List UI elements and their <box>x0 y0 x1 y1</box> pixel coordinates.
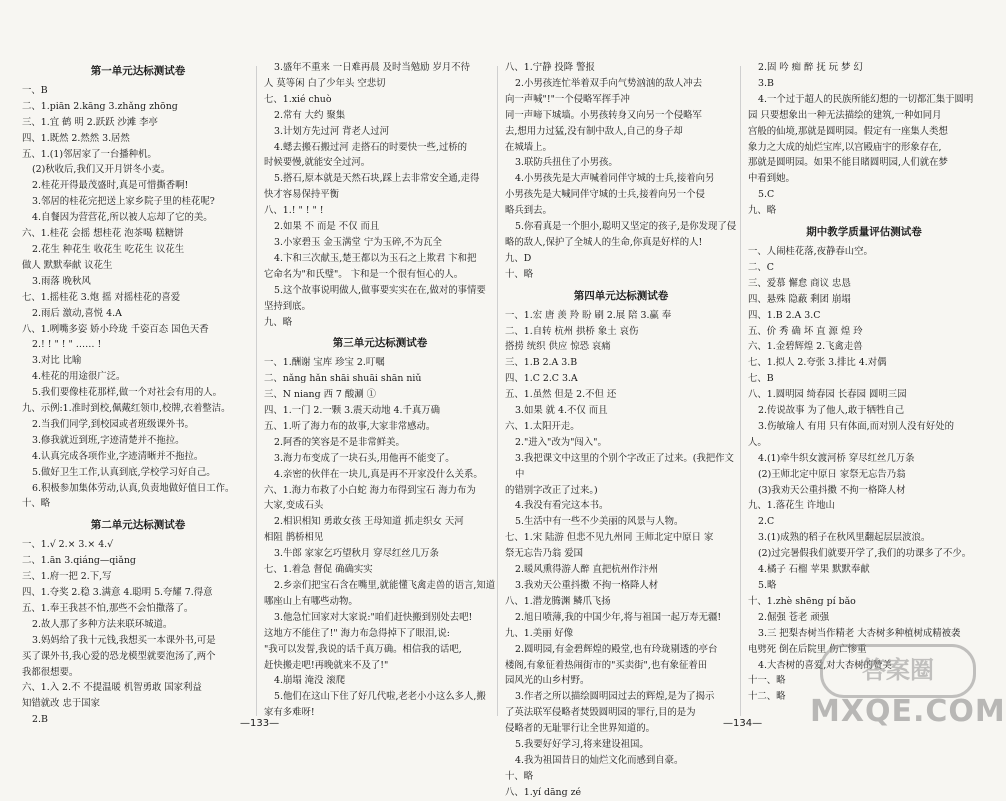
answer-line: 4.我没有看完这本书。 <box>515 500 609 512</box>
answer-line: 3.邻居的桂花完把送上家乡院子里的桂花呢? <box>32 196 215 208</box>
answer-line: 5.他们在这山下住了好几代啦,老老小小这么多人,搬 <box>274 691 486 703</box>
answer-list-unit3 <box>264 355 496 721</box>
answer-line: 五、1.听了海力布的故事,大家非常感动。 <box>264 420 436 432</box>
section-title-midterm: 期中教学质量评估测试卷 <box>806 226 922 239</box>
page-number-left: —133— <box>240 718 280 729</box>
answer-line: 宫般的仙境,那就是圆明园。假定有一座集人类想 <box>748 125 948 137</box>
answer-line: 3.盛年不重来 一日难再晨 及时当勉励 岁月不待 <box>274 62 471 73</box>
answer-list-unit2-cont <box>264 60 496 330</box>
answer-line: 做人 默默奉献 议花生 <box>22 259 113 271</box>
answer-line: 2.如果 不 而是 不仅 而且 <box>274 221 380 233</box>
answer-line: (2)王师北定中原日 家祭无忘告乃翁 <box>758 468 906 480</box>
answer-line: 3.他急忙回家对大家说:"咱们赶快搬到别处去吧! <box>274 611 473 623</box>
answer-line: 园 只要想象出一种无法描绘的建筑,一种如同月 <box>748 109 942 121</box>
answer-line: 3.我劝天公重抖擞 不拘一格降人材 <box>515 580 659 591</box>
answer-line: 二、nǎng hǎn shāi shuāi shān niǔ <box>264 373 422 385</box>
answer-line: 3.海力布变成了一块石头,用他再不能变了。 <box>274 452 455 464</box>
answer-line: 2.暖风熏得游人醉 直把杭州作汴州 <box>515 564 659 576</box>
answer-line: 九、示例:1.准时到校,佩戴红领巾,校牌,衣着整洁。 <box>22 403 231 415</box>
answer-line: 3.三 把梨杏树当作精老 大杏树多种植树成精被袭 <box>758 627 961 639</box>
answer-line: 五、1.(1)邻居家了一台播种机。 <box>22 148 157 160</box>
column-divider <box>256 66 257 716</box>
answer-line: 2.乡亲们把宝石含在嘴里,就能懂飞禽走兽的语言,知道 <box>274 580 496 591</box>
answer-line: 四、1.C 2.C 3.A <box>505 373 578 385</box>
answer-line: 十、1.zhè shēng pí bǎo <box>748 595 856 607</box>
answer-line: 侵略者的无耻罪行让全世界知道的。 <box>505 723 656 735</box>
answer-line: 2.花生 种花生 收花生 吃花生 议花生 <box>32 243 185 255</box>
answer-line: 3.B <box>758 77 774 89</box>
answer-line: 三、1.宜 鹤 明 2.跃跃 沙滩 李亭 <box>22 116 158 128</box>
answer-line: 园风光的山乡村野。 <box>505 675 590 687</box>
answer-line: 坚持到底。 <box>264 300 311 312</box>
watermark-site: MXQE.COM <box>810 694 1006 729</box>
answer-line: 二、C <box>748 261 774 273</box>
answer-line: 2.相识相知 勇敢女孩 王母知道 抓走织女 天河 <box>274 516 464 528</box>
answer-line: 楼阁,有象征着热闹街市的"买卖街",也有象征着田 <box>505 659 708 671</box>
answer-line: 象力之大成的灿烂宝库,以宫殿庙宇的形象存在, <box>748 141 942 153</box>
answer-line: 大家,变成石头 <box>264 500 324 512</box>
answer-line: 3.(1)成熟的稻子在秋风里翻起层层波浪。 <box>758 532 931 544</box>
answer-line: 赶快搬走吧!再晚就来不及了!" <box>264 659 389 671</box>
answer-line: 2.旭日喷薄,我的中国少年,将与祖国一起万寿无疆! <box>515 611 722 623</box>
answer-line: 4.认真完成各项作业,字迹清晰并不拖拉。 <box>32 450 204 462</box>
answer-line: 九、略 <box>264 316 293 328</box>
answer-line: 5.你看真是一个胆小,聪明又坚定的孩子,是你发现了侵 <box>515 221 737 233</box>
answer-line: 九、1.落花生 许地山 <box>748 500 835 512</box>
answer-line: 一、B <box>22 84 48 96</box>
answer-line: 家有多难呀! <box>264 707 315 719</box>
answer-line: 3.如果 就 4.不仅 而且 <box>515 405 608 417</box>
answer-line: 4.自餐因为营营花,所以被人忘却了它的美。 <box>32 212 213 224</box>
answer-line: 2.B <box>32 714 48 726</box>
answer-line: 3.我把课文中这里的个别个字改正了过来。(我把作文中 <box>515 452 734 480</box>
answer-line: 三、1.B 2.A 3.B <box>505 357 578 369</box>
answer-list-midterm <box>748 244 980 705</box>
answer-line: 十、略 <box>505 268 534 280</box>
answer-line: 5.这个故事说明做人,做事要实实在在,做对的事情要 <box>274 284 486 296</box>
answer-line: 十、略 <box>505 770 534 782</box>
answer-line: 八、1.! " ! " ! <box>264 205 324 217</box>
answer-line: 八、1.潜龙腾渊 鳞爪飞扬 <box>505 595 611 607</box>
answer-line: 2.常有 大约 聚集 <box>274 109 346 121</box>
answer-column-3 <box>505 60 737 798</box>
answer-line: 4.小男孩先是大声喊着同伴守城的士兵,接着向另 <box>515 173 715 185</box>
answer-line: 二、1.自转 杭州 拱桥 象土 哀伤 <box>505 325 639 337</box>
answer-line: 十一、略 <box>748 675 786 687</box>
answer-line: 4.(1)牵牛织女渡河桥 穿尽红丝几万条 <box>758 452 915 464</box>
watermark-badge: 答案圈 <box>820 644 976 698</box>
answer-line: 八、1.圆明园 绮春园 长春园 圆明三园 <box>748 389 907 401</box>
answer-line: 5.略 <box>758 580 777 591</box>
answer-line: 三、爱慕 懈怠 商议 忠恳 <box>748 277 851 289</box>
answer-line: 二、1.ān 3.qiáng—qiǎng <box>22 555 136 567</box>
answer-line: 十、略 <box>22 498 51 510</box>
answer-line: 4.卞和三次献玉,楚王都以为玉石之上欺君 卞和把 <box>274 252 477 264</box>
answer-line: 2.桂花开得最茂盛时,真是可惜撕香啊! <box>32 180 189 192</box>
answer-line: 2.阿香的笑容是不是非常鲜美。 <box>274 436 405 448</box>
answer-line: 4.一个过于超人的民族所能幻想的一切都汇集于圆明 <box>758 93 974 105</box>
answer-line: 十二、略 <box>748 691 786 703</box>
answer-line: 3.作者之所以描绘圆明园过去的辉煌,是为了揭示 <box>515 691 715 703</box>
answer-line: 四、1.既然 2.然然 3.居然 <box>22 132 130 144</box>
answer-line: 五、1.虽然 但是 2.不但 还 <box>505 389 617 401</box>
answer-line: 四、1.一门 2.一颗 3.震天动地 4.千真万确 <box>264 405 440 417</box>
answer-line: 祭无忘告乃翁 爱国 <box>505 548 583 560</box>
answer-line: 了英法联军侵略者焚毁圆明园的罪行,目的是为 <box>505 707 696 719</box>
answer-line: 2.! ! " ! " …… ! <box>32 339 102 351</box>
column-divider <box>740 66 741 716</box>
answer-line: 八、1.宁静 投降 警报 <box>505 62 595 73</box>
answer-line: 一、1.宏 唐 羡 羚 盼 刷 2.展 陪 3.赢 奉 <box>505 309 672 321</box>
answer-line: 五、1.奉王我甚不怕,那些不会怕撒落了。 <box>22 602 194 614</box>
answer-line: 三、1.府一把 2.下,写 <box>22 571 112 583</box>
answer-line: 四、1.夺奖 2.稳 3.满意 4.聪明 5.夸耀 7.得意 <box>22 587 213 598</box>
answer-line: 中看到她。 <box>748 173 795 185</box>
answer-line: 3.修我就近到班,字迹清楚并不拖拉。 <box>32 434 185 446</box>
answer-line: 九、D <box>505 252 532 264</box>
answer-line: 时候要慢,就能安全过河。 <box>264 157 371 169</box>
answer-line: 七、B <box>748 373 774 385</box>
answer-line: 5.搭石,原本就是天然石块,踩上去非常安全通,走得 <box>274 173 480 185</box>
section-title-unit4: 第四单元达标测试卷 <box>573 289 669 302</box>
answer-line: 3.对比 比喻 <box>32 355 82 367</box>
answer-line: 七、1.摇桂花 3.炮 摇 对摇桂花的喜爱 <box>22 291 181 303</box>
answer-line: 4.大杏树的喜爱,对大杏树的赞美 <box>758 659 892 671</box>
answer-line: 四、悬殊 隐蔽 剩团 崩塌 <box>748 293 851 305</box>
answer-line: 八、1.咧嘴多姿 娇小玲珑 千姿百态 国色天香 <box>22 323 209 335</box>
answer-line: 那就是圆明园。如果不能目睹圆明园,人们就在梦 <box>748 157 948 169</box>
answer-column-2 <box>264 60 496 720</box>
answer-line: 4.崩塌 淹没 滚爬 <box>274 675 346 687</box>
answer-line: 2."进入"改为"闯入"。 <box>515 436 607 448</box>
answer-line: 2.小男孩连忙举着双手向气势汹汹的敌人冲去 <box>515 77 703 89</box>
section-title-unit1: 第一单元达标测试卷 <box>90 65 186 77</box>
answer-line: 六、1.金碧辉煌 2.飞禽走兽 <box>748 341 863 353</box>
section-title-unit2: 第二单元达标测试卷 <box>90 519 186 532</box>
answer-line: 它命名为"和氏璧"。 卞和是一个很有恒心的人。 <box>264 268 464 280</box>
answer-list-unit2 <box>22 537 254 728</box>
answer-line: 九、略 <box>748 205 777 217</box>
answer-line: 2.固 吟 痴 醉 抚 玩 梦 幻 <box>758 62 863 73</box>
answer-line: 3.联防兵扭住了小男孩。 <box>515 157 618 169</box>
answer-line: 3.伤敏瑜人 有用 只有体面,而对别人没有好处的 <box>758 420 955 432</box>
answer-line: 相阻 鹊桥相见 <box>264 532 324 544</box>
answer-line: 2.雨后 激动,喜悦 4.A <box>32 307 122 319</box>
answer-line: "我可以发誓,我说的话千真万确。相信我的话吧, <box>264 643 462 655</box>
answer-line: 略兵到去。 <box>505 205 552 217</box>
answer-line: 六、1.太阳开走。 <box>505 420 580 432</box>
answer-line: 一、1.酬谢 宝库 珍宝 2.叮嘱 <box>264 357 385 369</box>
answer-line: 人 莫等闲 白了少年头 空悲切 <box>264 77 386 89</box>
answer-line: 搭捞 统织 供应 惊恐 哀痛 <box>505 341 611 353</box>
answer-line: 电劈死 倒在后院里 伤亡惨重 <box>748 643 867 655</box>
answer-line: 三、N niang 西 7 酸涮 ① <box>264 389 376 401</box>
answer-line: 3.计划方先过河 背老人过河 <box>274 125 390 137</box>
answer-list-unit3-cont <box>505 60 737 283</box>
answer-line: 哪座山上有哪些动物。 <box>264 595 358 607</box>
answer-line: 六、1.桂花 会摇 想桂花 泡茶喝 糕糖饼 <box>22 228 184 240</box>
answer-line: 2.当我们同学,到校园或者班级课外书。 <box>32 418 194 430</box>
answer-line: 5.生活中有一些不少美丽的风景与人物。 <box>515 516 684 528</box>
answer-line: 七、1.宋 陆游 但悲不见九州同 王师北定中原日 家 <box>505 532 714 544</box>
answer-line: 4.橘子 石榴 苹果 默默奉献 <box>758 564 870 576</box>
answer-line: 2.传说故事 为了他人,敢于牺牲自己 <box>758 405 905 417</box>
answer-line: 知错就改 忠于国家 <box>22 698 100 710</box>
answer-line: 3.小家碧玉 金玉满堂 宁为玉碎,不为瓦全 <box>274 236 442 248</box>
answer-line: (3)我劝天公重抖擞 不拘一格降人材 <box>758 484 906 496</box>
page-number-right: —134— <box>723 718 763 729</box>
answer-line: 七、1.着急 督促 确确实实 <box>264 564 373 576</box>
watermark-logo <box>800 640 1006 732</box>
answer-line: 2.圆明园,有金碧辉煌的殿堂,也有玲珑剔透的亭台 <box>515 643 718 655</box>
answer-list-unit1 <box>22 83 254 512</box>
answer-line: 六、1.入 2.不 不提温暖 机智勇敢 国家利益 <box>22 682 202 694</box>
answer-line: 七、1.拟人 2.夸张 3.排比 4.对偶 <box>748 357 887 369</box>
answer-line: 小男孩先是大喊同伴守城的士兵,接着向另一个侵 <box>505 189 705 201</box>
answer-line: 2.C <box>758 516 775 528</box>
answer-line: 六、1.海力布救了小白蛇 海力布得到宝石 海力布为 <box>264 484 476 496</box>
answer-line: (2)过完暑假我们就要开学了,我们的功课多了不少。 <box>758 548 972 560</box>
answer-line: 八、1.yí dāng zé <box>505 786 582 798</box>
answer-line: 一、1.√ 2.× 3.× 4.√ <box>22 539 114 551</box>
answer-line: 3.雨落 晚秋风 <box>32 275 91 287</box>
answer-line: 2.故人那了多种方法来联环城道。 <box>32 618 173 630</box>
answer-line: 九、1.美丽 好像 <box>505 627 574 639</box>
answer-line: 这地方不能住了!" 海力布急得掉下了眼泪,说: <box>264 627 450 639</box>
answer-line: 一、人闹桂花落,夜静春山空。 <box>748 245 873 257</box>
answer-line: 2.倔强 苍老 顽强 <box>758 611 830 623</box>
section-title-unit3: 第三单元达标测试卷 <box>332 337 428 350</box>
answer-line: 4.我为祖国昔日的灿烂文化而感到自豪。 <box>515 754 684 766</box>
answer-line: 去,想用力过猛,没有制中敌人,自己的身子却 <box>505 125 683 137</box>
answer-line: 3.牛郎 家家乞巧望秋月 穿尽红丝几万条 <box>274 548 439 560</box>
answer-line: 二、1.piān 2.kāng 3.zhǎng zhōng <box>22 100 178 112</box>
answer-line: (2)秋收后,我们又开月饼冬小麦。 <box>32 164 171 176</box>
answer-line: 我都很想要。 <box>22 666 79 678</box>
answer-line: 向一声喊"!"一个侵略军挥手冲 <box>505 93 630 105</box>
answer-column-1 <box>22 60 254 726</box>
answer-line: 4.亲密的伙伴在一块儿,真是再不开家没什么关系。 <box>274 468 483 480</box>
answer-line: 四、1.B 2.A 3.C <box>748 309 821 321</box>
answer-line: 5.做好卫生工作,认真到底,学校学习好自己。 <box>32 466 216 478</box>
answer-line: 五、价 秀 确 坏 直 源 煌 玲 <box>748 325 863 337</box>
answer-column-4 <box>748 60 980 720</box>
answer-line: 5.C <box>758 189 775 201</box>
answer-line: 在城墙上。 <box>505 141 552 153</box>
answer-line: 略的敌人,保护了全城人的生命,你真是好样的人! <box>505 236 703 248</box>
column-divider <box>497 66 498 716</box>
answer-line: 人。 <box>748 436 767 448</box>
answer-line: 同一声啼下城墙。小男孩转身又向另一个侵略军 <box>505 109 702 121</box>
answer-line: 快才容易保持平衡 <box>264 189 340 201</box>
answer-line: 5.我要好好学习,将来建设祖国。 <box>515 739 649 751</box>
answer-list-unit4 <box>505 308 737 801</box>
answer-line: 买了课外书,我心爱的恐龙模型就要泡汤了,两个 <box>22 650 216 662</box>
answer-line: 6.积极参加集体劳动,认真,负责地做好值日工作。 <box>32 482 235 494</box>
answer-line: 的错别字改正了过来。) <box>505 484 598 496</box>
answer-line: 七、1.xié chuò <box>264 93 332 105</box>
answer-line: 5.我们要像桂花那样,做一个对社会有用的人。 <box>32 387 223 399</box>
answer-line: 3.妈妈给了我十元钱,我想买一本课外书,可是 <box>32 634 216 646</box>
answer-line: 4.蟋去搬石搬过河 走搭石的时要快一些,过桥的 <box>274 141 468 153</box>
answer-line: 4.桂花的用途很广泛。 <box>32 371 126 383</box>
answer-list-unit4-cont <box>748 60 980 219</box>
